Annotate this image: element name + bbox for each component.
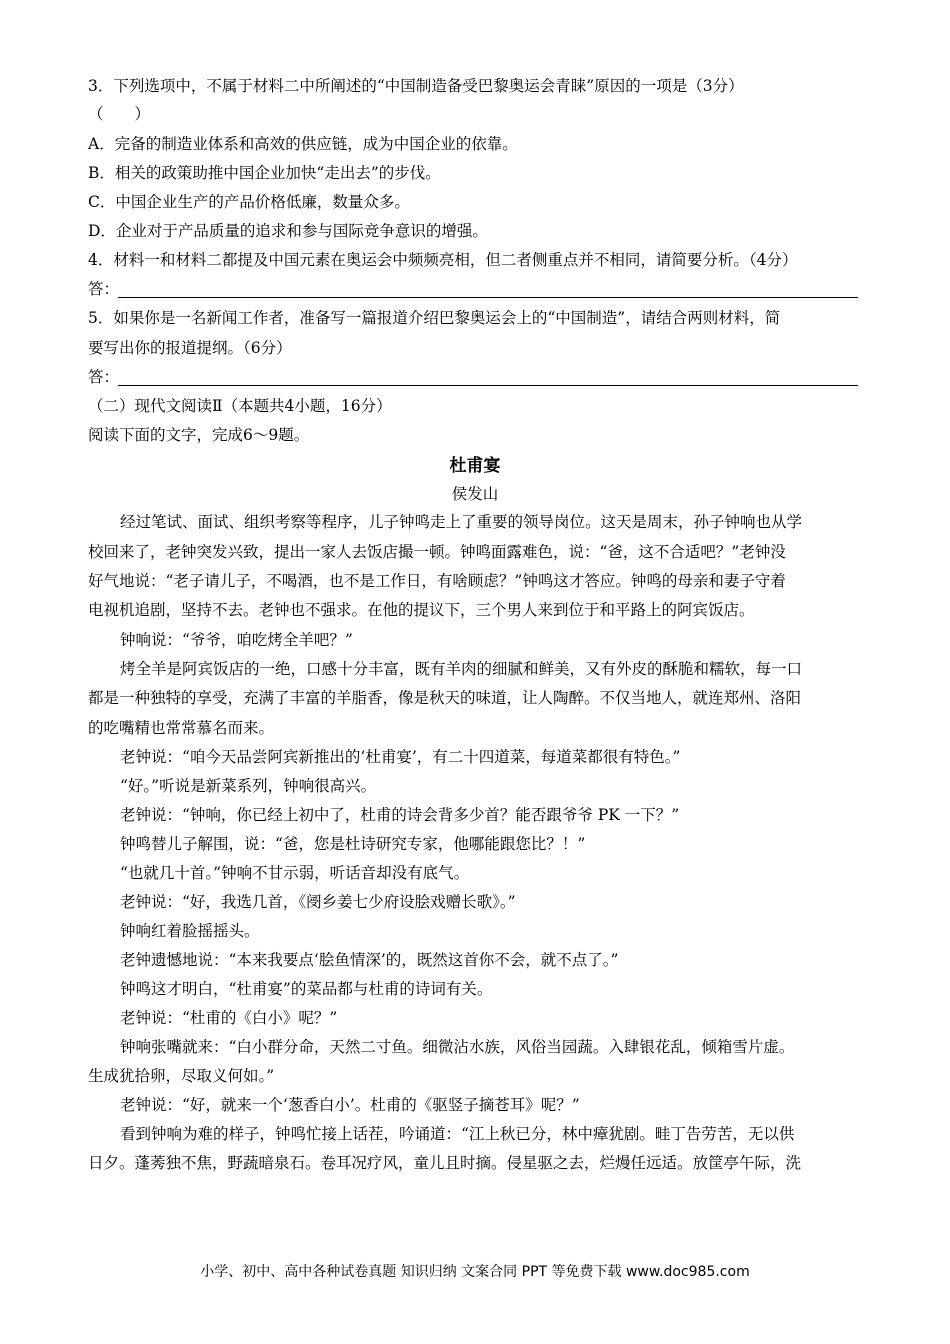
question-3-option-d: D．企业对于产品质量的追求和参与国际竞争意识的增强。 bbox=[88, 222, 488, 240]
story-line: 老钟说：“咱今天品尝阿宾新推出的‘杜甫宴’，有二十四道菜，每道菜都很有特色。” bbox=[120, 748, 681, 766]
question-3-option-c: C．中国企业生产的产品价格低廉，数量众多。 bbox=[88, 193, 410, 211]
story-line: “好。”听说是新菜系列，钟响很高兴。 bbox=[120, 777, 377, 795]
story-line: “也就几十首。”钟响不甘示弱，听话音却没有底气。 bbox=[120, 864, 470, 882]
story-line: 钟响张嘴就来：“白小群分命，天然二寸鱼。细微沾水族，风俗当园蔬。入肆银花乱，倾箱雪片虚。 bbox=[120, 1038, 795, 1056]
story-line: 老钟说：“钟响，你已经上初中了，杜甫的诗会背多少首？能否跟爷爷 PK 一下？” bbox=[120, 806, 680, 824]
question-3-stem: 3．下列选项中，不属于材料二中所阐述的“中国制造备受巴黎奥运会青睐”原因的一项是（3分） bbox=[88, 77, 744, 95]
question-5-answer-line bbox=[88, 367, 858, 389]
story-line: 好气地说：“老子请儿子，不喝酒，也不是工作日，有啥顾虑？”钟鸣这才答应。钟鸣的母亲和妻子守着 bbox=[88, 572, 786, 590]
story-title: 杜甫宴 bbox=[449, 456, 501, 476]
story-line: 钟鸣替儿子解围，说：“爸，您是杜诗研究专家，他哪能跟您比？！” bbox=[120, 835, 586, 853]
story-line: 的吃嘴精也常常慕名而来。 bbox=[88, 719, 275, 737]
story-line: 都是一种独特的享受，充满了丰富的羊脂香，像是秋天的味道，让人陶醉。不仅当地人，就连郑州、洛阳 bbox=[88, 689, 802, 707]
question-3-answer-blank: （ ） bbox=[88, 105, 151, 123]
answer-label: 答： bbox=[88, 280, 120, 298]
story-line: 生成犹拾卵，尽取义何如。” bbox=[88, 1067, 275, 1085]
story-line: 日夕。蓬莠独不焦，野蔬暗泉石。卷耳况疗风，童儿且时摘。侵星驱之去，烂熳任远适。放筐亭午际，洗 bbox=[88, 1154, 802, 1172]
question-4-answer-line bbox=[88, 279, 858, 301]
story-author: 侯发山 bbox=[451, 485, 499, 503]
question-5-stem-line-1: 5．如果你是一名新闻工作者，准备写一篇报道介绍巴黎奥运会上的“中国制造”，请结合两则材料，简 bbox=[88, 309, 781, 327]
story-line: 老钟说：“杜甫的《白小》呢？” bbox=[120, 1009, 338, 1027]
question-5-stem-line-2: 要写出你的报道提纲。（6分） bbox=[88, 339, 292, 357]
story-line: 钟响红着脸摇摇头。 bbox=[120, 922, 260, 940]
section-heading: （二）现代文阅读Ⅱ（本题共4小题，16分） bbox=[88, 397, 392, 415]
story-line: 校回来了，老钟突发兴致，提出一家人去饭店撮一顿。钟鸣面露难色，说：“爸，这不合适吧？”老钟没 bbox=[88, 543, 786, 561]
page-footer: 小学、初中、高中各种试卷真题 知识归纳 文案合同 PPT 等免费下载 www.doc985.com bbox=[200, 1264, 750, 1280]
story-line: 老钟说：“好，我选几首，《阌乡姜七少府设脍戏赠长歌》。” bbox=[120, 893, 516, 911]
answer-label: 答： bbox=[88, 368, 120, 386]
question-3-option-a: A．完备的制造业体系和高效的供应链，成为中国企业的依靠。 bbox=[88, 135, 518, 153]
answer-underline bbox=[118, 297, 858, 298]
question-3-option-b: B．相关的政策助推中国企业加快“走出去”的步伐。 bbox=[88, 164, 441, 182]
story-line: 烤全羊是阿宾饭店的一绝，口感十分丰富，既有羊肉的细腻和鲜美，又有外皮的酥脆和糯软，每一口 bbox=[120, 660, 803, 678]
question-4-stem: 4．材料一和材料二都提及中国元素在奥运会中频频亮相，但二者侧重点并不相同，请简要分析。（4分） bbox=[88, 251, 798, 269]
answer-underline bbox=[118, 385, 858, 386]
story-line: 老钟说：“好，就来一个‘葱香白小’。杜甫的《驱竖子摘苍耳》呢？” bbox=[120, 1096, 580, 1114]
story-line: 钟响说：“爷爷，咱吃烤全羊吧？” bbox=[120, 631, 353, 649]
story-line: 经过笔试、面试、组织考察等程序，儿子钟鸣走上了重要的领导岗位。这天是周末，孙子钟响也从学 bbox=[120, 513, 803, 531]
story-line: 看到钟响为难的样子，钟鸣忙接上话茬，吟诵道：“江上秋已分，林中瘴犹剧。畦丁告劳苦，无以供 bbox=[120, 1125, 795, 1143]
story-line: 电视机追剧，坚持不去。老钟也不强求。在他的提议下，三个男人来到位于和平路上的阿宾饭店。 bbox=[88, 601, 755, 619]
story-line: 老钟遗憾地说：“本来我要点‘脍鱼情深’的，既然这首你不会，就不点了。” bbox=[120, 951, 619, 969]
story-line: 钟鸣这才明白，“杜甫宴”的菜品都与杜甫的诗词有关。 bbox=[120, 980, 493, 998]
section-instruction: 阅读下面的文字，完成6～9题。 bbox=[88, 426, 310, 444]
